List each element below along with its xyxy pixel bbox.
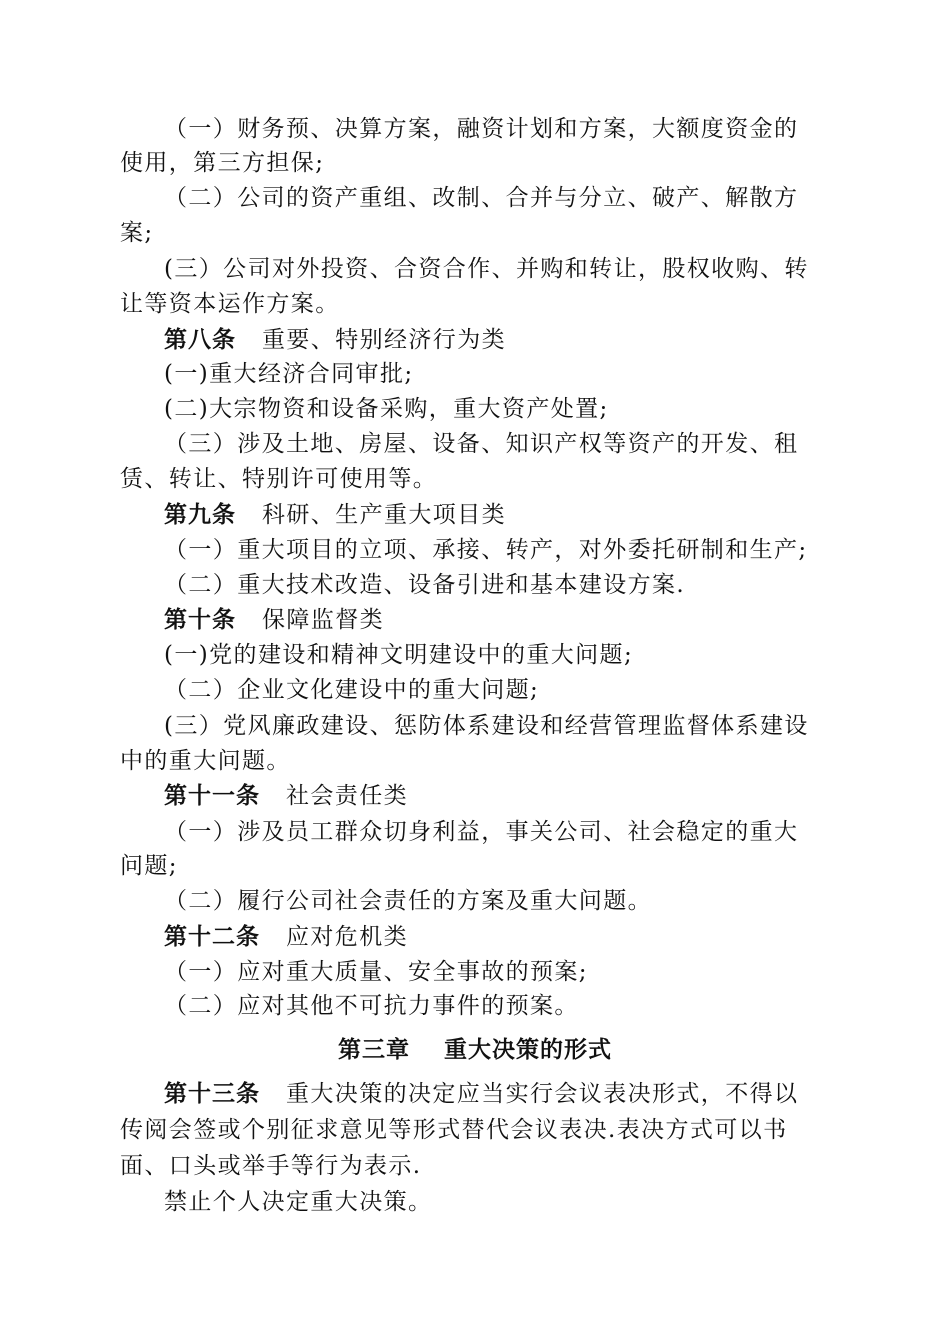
text-line: （二）公司的资产重组、改制、合并与分立、破产、解散方 [164, 185, 799, 211]
text-line: (三）公司对外投资、合资合作、并购和转让，股权收购、转 [164, 256, 809, 282]
text-line: 使用，第三方担保; [120, 150, 325, 176]
article-heading-line [164, 323, 840, 357]
text-line: (一)重大经济合同审批; [164, 361, 414, 387]
article-number: 第十一条 [164, 783, 260, 809]
text-line: 面、口头或举手等行为表示. [120, 1153, 422, 1179]
article-heading-line [164, 1077, 840, 1111]
article-number: 第十三条 [164, 1081, 260, 1107]
article-number: 第十二条 [164, 924, 260, 950]
text-line: 中的重大问题。 [120, 748, 291, 774]
article-number: 第八条 [164, 327, 236, 353]
article-number: 第九条 [164, 502, 236, 528]
text-line: （一）重大项目的立项、承接、转产，对外委托研制和生产; [164, 537, 808, 563]
text-line: （二）企业文化建设中的重大问题; [164, 677, 540, 703]
text-line: 赁、转让、特别许可使用等。 [120, 466, 438, 492]
text-line: （二）履行公司社会责任的方案及重大问题。 [164, 888, 652, 914]
text-line: （二）应对其他不可抗力事件的预案。 [164, 993, 579, 1019]
chapter-name: 重大决策的形式 [444, 1037, 612, 1063]
article-title: 应对危机类 [286, 924, 408, 950]
text-line: 传阅会签或个别征求意见等形式替代会议表决.表决方式可以书 [120, 1117, 788, 1143]
text-line: 让等资本运作方案。 [120, 291, 340, 317]
article-body: 重大决策的决定应当实行会议表决形式，不得以 [286, 1081, 799, 1107]
article-title: 社会责任类 [286, 783, 408, 809]
text-line: （三）涉及土地、房屋、设备、知识产权等资产的开发、租 [164, 431, 799, 457]
article-title: 保障监督类 [262, 607, 384, 633]
text-line: （二）重大技术改造、设备引进和基本建设方案. [164, 572, 686, 598]
text-line: 问题; [120, 853, 178, 879]
article-title: 科研、生产重大项目类 [262, 502, 506, 528]
chapter-number: 第三章 [338, 1037, 410, 1063]
article-title: 重要、特别经济行为类 [262, 327, 506, 353]
article-heading-line [164, 920, 840, 954]
text-line: (三）党风廉政建设、惩防体系建设和经营管理监督体系建设 [164, 713, 809, 739]
text-line: 禁止个人决定重大决策。 [164, 1189, 433, 1215]
article-number: 第十条 [164, 607, 236, 633]
article-heading-line [164, 603, 840, 637]
text-line: （一）应对重大质量、安全事故的预案; [164, 959, 588, 985]
article-heading-line [164, 498, 840, 532]
article-heading-line [164, 779, 840, 813]
text-line: （一）涉及员工群众切身利益，事关公司、社会稳定的重大 [164, 819, 799, 845]
text-line: 案; [120, 220, 154, 246]
chapter-title [0, 1033, 950, 1067]
text-line: (一)党的建设和精神文明建设中的重大问题; [164, 642, 634, 668]
text-line: （一）财务预、决算方案，融资计划和方案，大额度资金的 [164, 116, 799, 142]
text-line: (二)大宗物资和设备采购，重大资产处置; [164, 396, 609, 422]
